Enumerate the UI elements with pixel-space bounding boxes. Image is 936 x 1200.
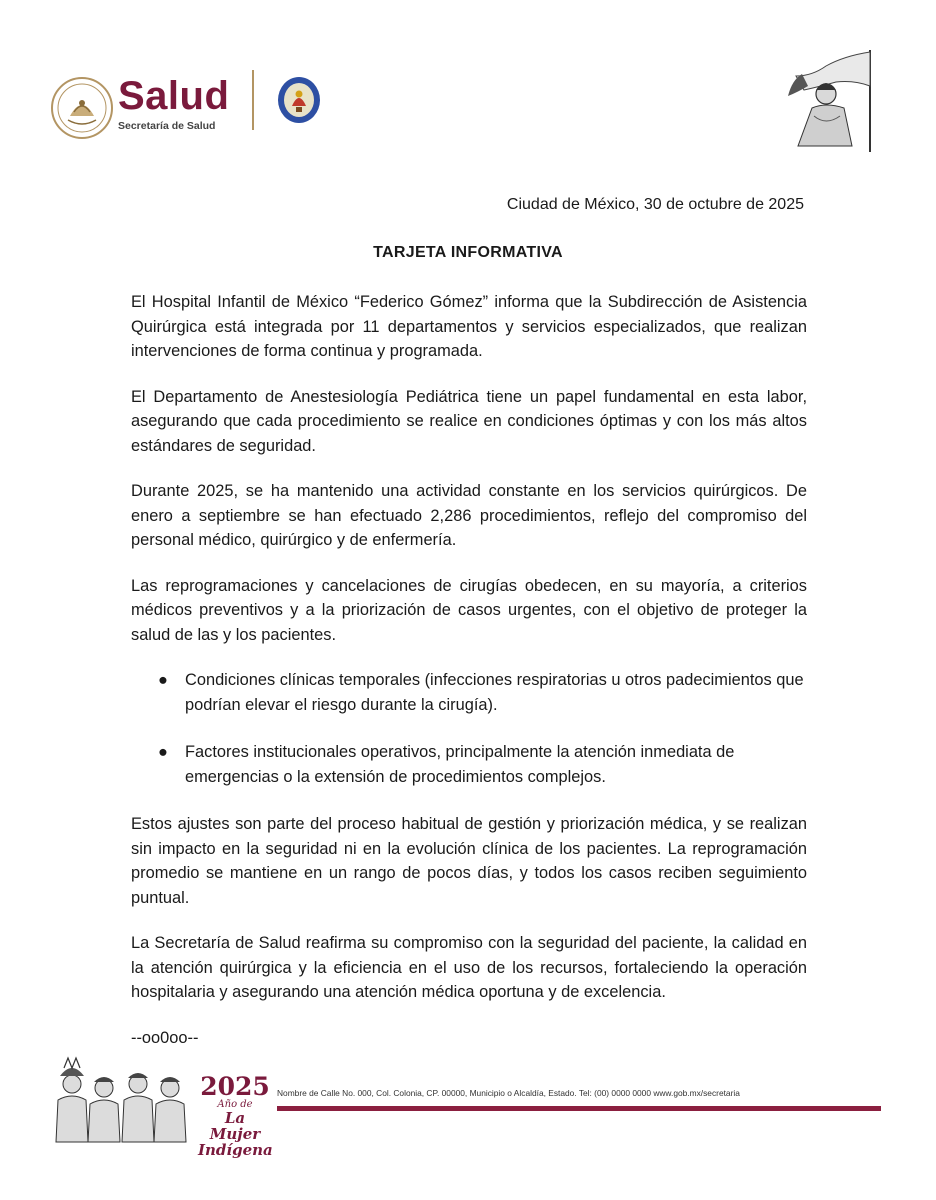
paragraph: El Hospital Infantil de México “Federico Gómez” informa que la Subdirección de Asistencia Quirúrgica está integrada por 11 departamentos y servicios especializados, que realizan intervenciones de forma continua y programada. [131, 293, 807, 360]
bullet-text: Factores institucionales operativos, principalmente la atención inmediata de emergencias o la extensión de procedimientos complejos. [185, 743, 735, 786]
brand-subtitle: Secretaría de Salud [118, 120, 216, 132]
footer-address: Nombre de Calle No. 000, Col. Colonia, CP. 00000, Municipio o Alcaldía, Estado. Tel: (00) 0000 0000 www.gob.mx/secretaria [277, 1088, 740, 1098]
year-line-2: Indígena [198, 1141, 273, 1159]
document-title: TARJETA INFORMATIVA [373, 244, 563, 261]
mexico-seal-icon [50, 76, 114, 140]
bullet-text: Condiciones clínicas temporales (infecciones respiratorias u otros padecimientos que podrían elevar el riesgo durante la cirugía). [185, 671, 804, 714]
footer-bar [277, 1106, 881, 1111]
brand-title: Salud [118, 74, 230, 118]
bullet-item [131, 668, 807, 717]
year-badge [198, 1074, 272, 1158]
header-divider [252, 70, 254, 130]
hospital-logo-icon [275, 76, 323, 124]
paragraph: Durante 2025, se ha mantenido una actividad constante en los servicios quirúrgicos. De enero a septiembre se han efectuado 2,286 procedimientos, reflejo del compromiso del personal médico, quirúrgico y de enfermería. [131, 482, 807, 549]
paragraph: Estos ajustes son parte del proceso habitual de gestión y priorización médica, y se realizan sin impacto en la seguridad ni en la evolución clínica de los pacientes. La reprogramación promedio se mantiene en un rango de pocos días, y todos los casos reciben seguimiento puntual. [131, 815, 807, 907]
brand-block [118, 74, 229, 132]
year-number: 2025 [200, 1072, 270, 1101]
document-body [131, 290, 807, 1071]
woman-with-flag-icon [774, 46, 882, 156]
bullet-item [131, 740, 807, 789]
closing-mark: --oo0oo-- [131, 1028, 199, 1047]
paragraph: Las reprogramaciones y cancelaciones de cirugías obedecen, en su mayoría, a criterios médicos preventivos y a la priorización de casos urgentes, con el objetivo de proteger la salud de las y los pacientes. [131, 576, 807, 644]
bullet-dot-icon: ● [158, 743, 168, 761]
year-line-1: La Mujer [209, 1109, 261, 1143]
paragraph: El Departamento de Anestesiología Pediátrica tiene un papel fundamental en esta labor, asegurando que cada procedimiento se realice en condiciones óptimas y con los más altos estándares de seguridad. [131, 387, 807, 455]
date-line: Ciudad de México, 30 de octubre de 2025 [506, 196, 804, 213]
bullet-dot-icon: ● [158, 671, 168, 689]
indigenous-women-icon [52, 1054, 194, 1144]
footer [0, 1040, 936, 1160]
year-subtitle: Año de [217, 1099, 253, 1110]
paragraph: La Secretaría de Salud reafirma su compromiso con la seguridad del paciente, la calidad en la atención quirúrgica y la eficiencia en el uso de los recursos, fortaleciendo la operación hospitalaria y asegurando una atención médica oportuna y de excelencia. [131, 934, 807, 1001]
letterhead [0, 0, 936, 170]
bullet-list [131, 668, 807, 789]
